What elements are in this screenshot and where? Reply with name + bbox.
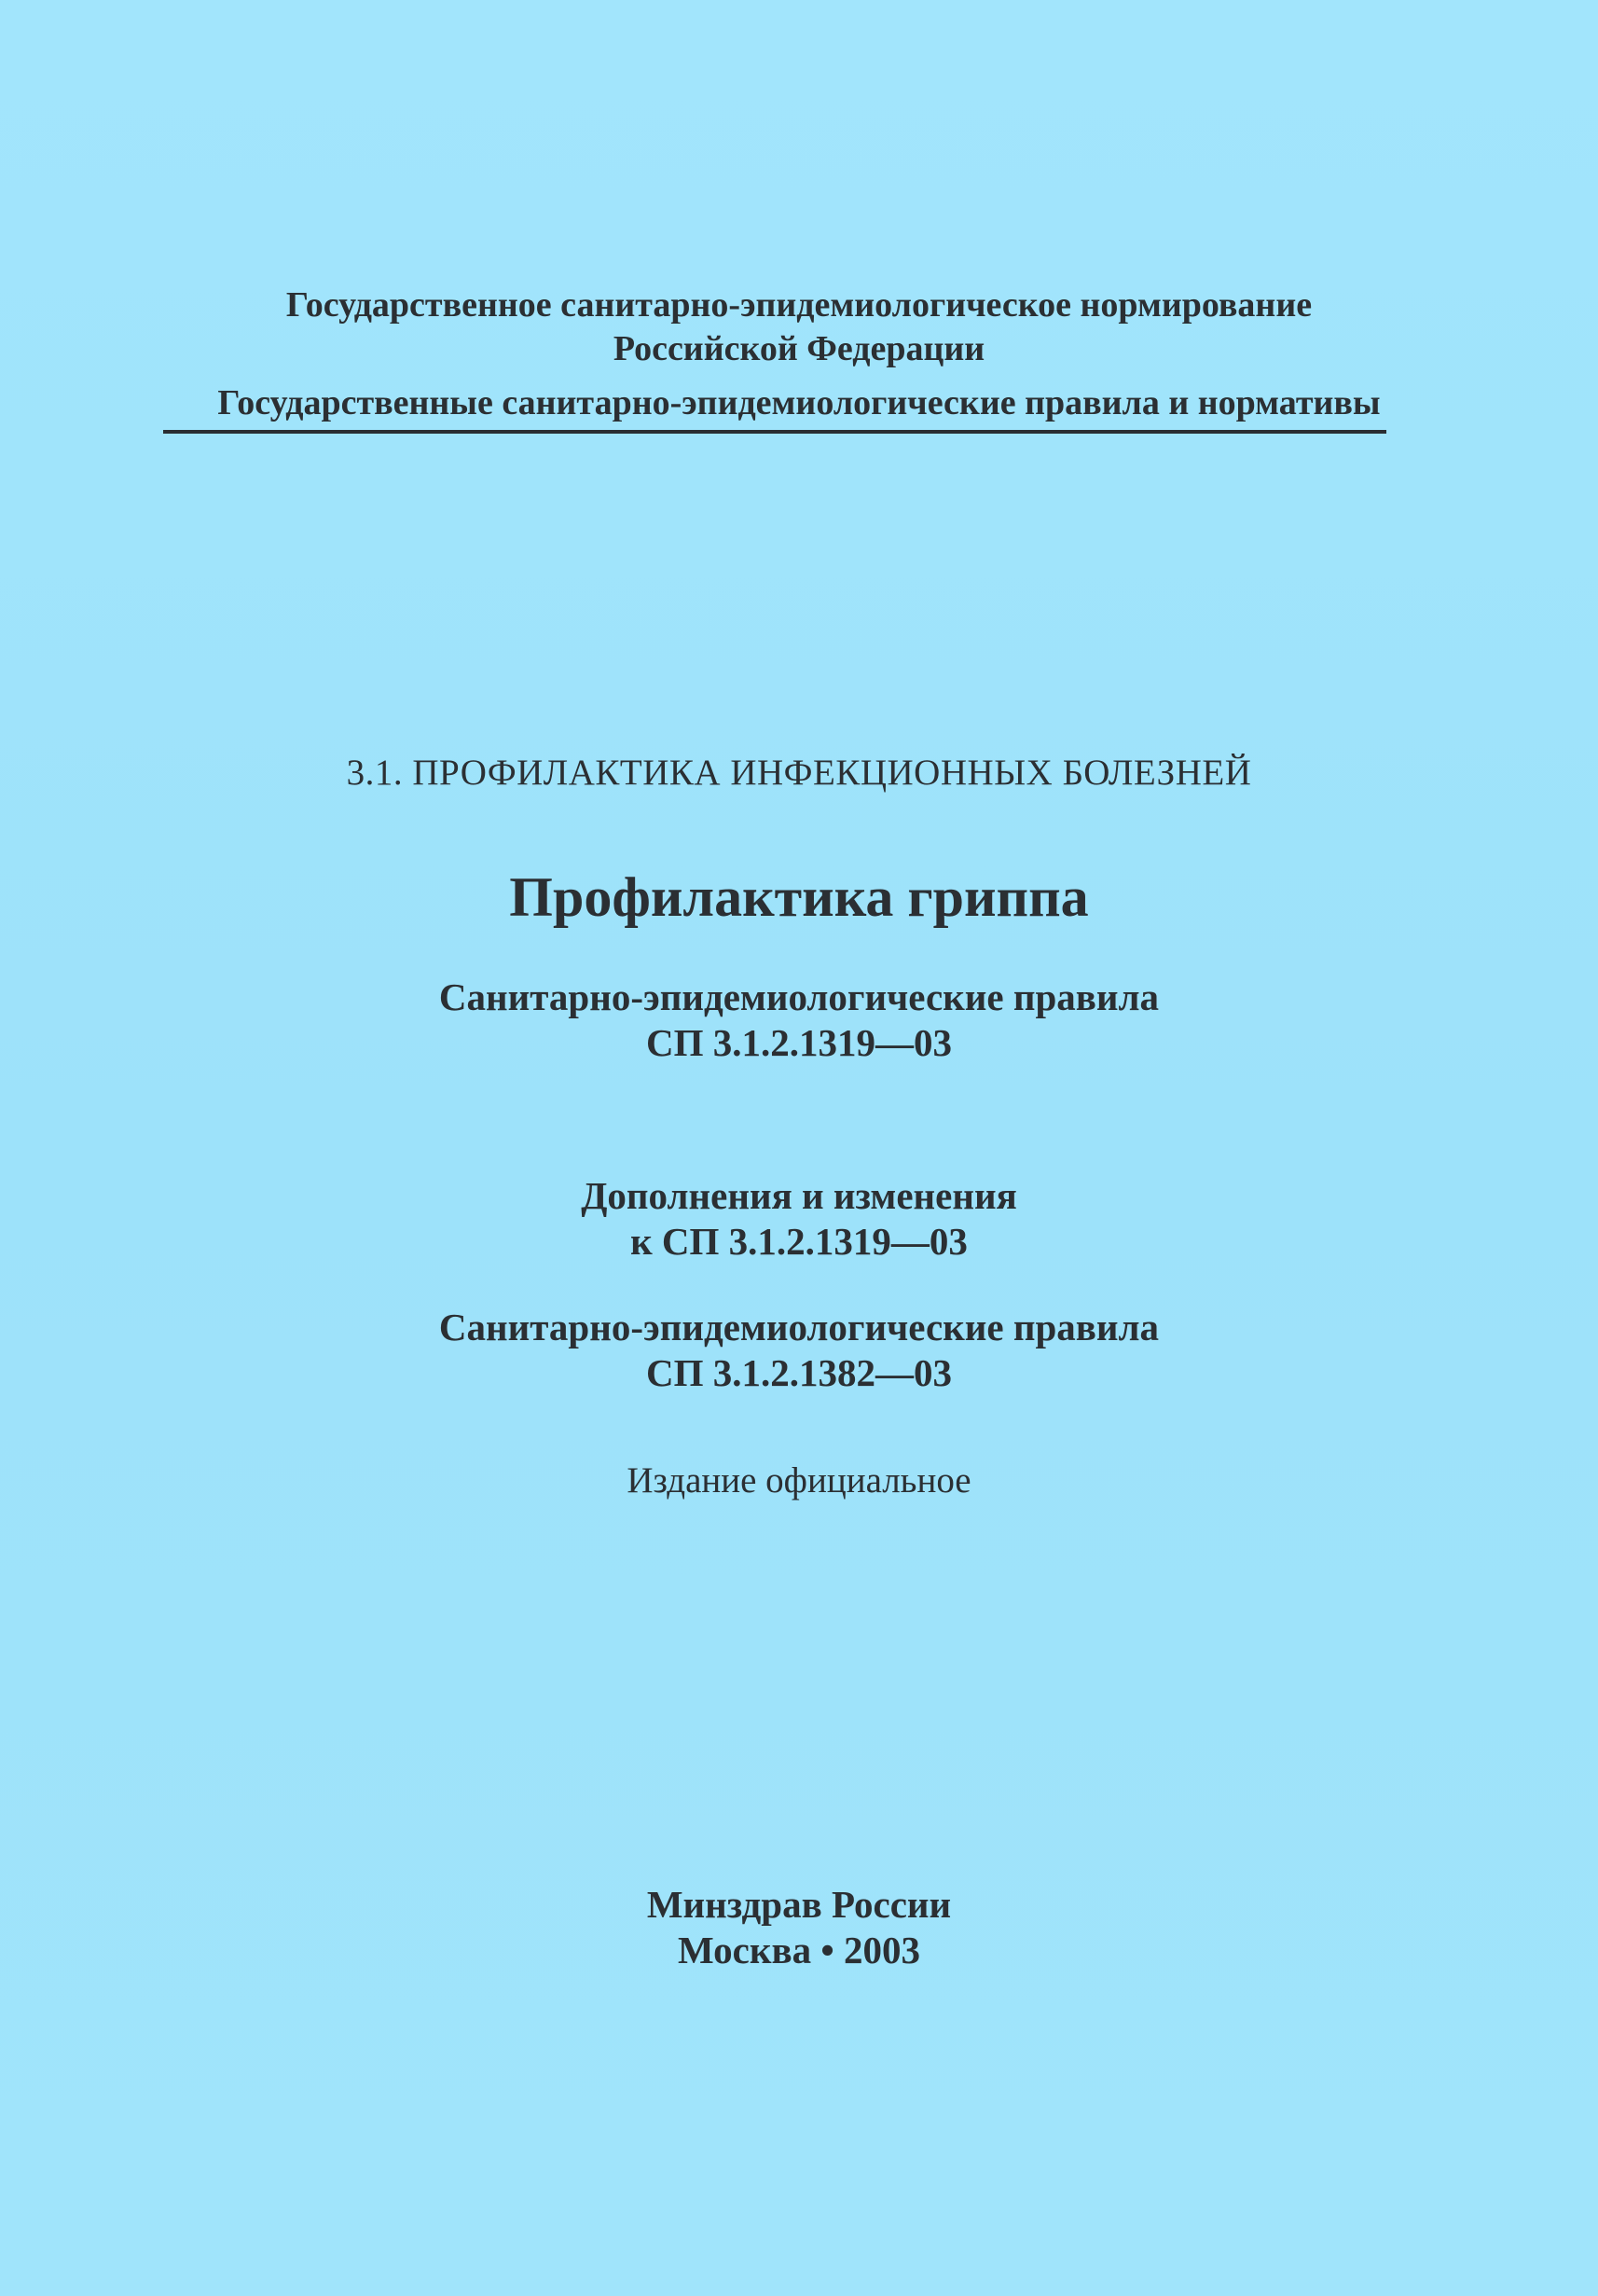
header-line-2: Российской Федерации (613, 329, 985, 368)
header-line-1: Государственное санитарно-эпидемиологическое нормирование (285, 285, 1313, 325)
publisher-name: Минздрав России (646, 1883, 952, 1926)
document-title: Профилактика гриппа (509, 866, 1089, 928)
rules-2-type: Санитарно-эпидемиологические правила (438, 1306, 1160, 1349)
header-divider (163, 430, 1386, 434)
edition-note: Издание официальное (627, 1460, 971, 1501)
amendments-ref: к СП 3.1.2.1319—03 (630, 1220, 968, 1263)
amendments-title: Дополнения и изменения (581, 1174, 1017, 1217)
rules-1-code: СП 3.1.2.1319—03 (646, 1021, 952, 1064)
series-title: 3.1. ПРОФИЛАКТИКА ИНФЕКЦИОННЫХ БОЛЕЗНЕЙ (346, 753, 1252, 793)
rules-2-code: СП 3.1.2.1382—03 (646, 1351, 952, 1394)
header-line-3: Государственные санитарно-эпидемиологические правила и нормативы (217, 383, 1381, 422)
rules-1-type: Санитарно-эпидемиологические правила (438, 975, 1160, 1018)
publisher-place-year: Москва • 2003 (678, 1929, 920, 1971)
